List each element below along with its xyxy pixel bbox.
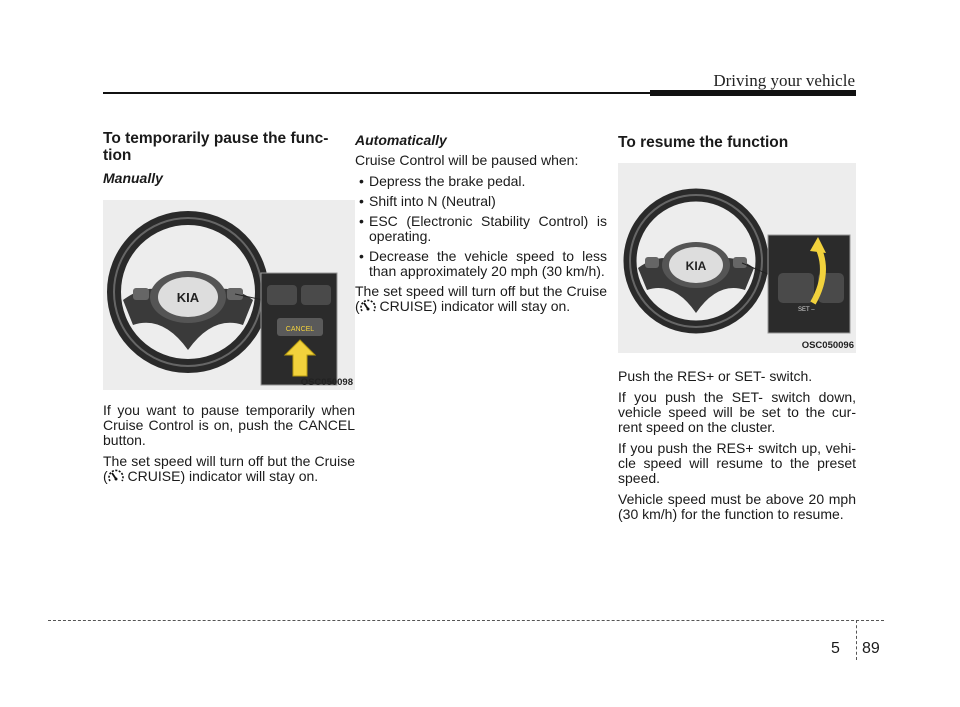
list-item: • Depress the brake pedal. bbox=[355, 174, 607, 189]
steering-wheel-cancel-illustration bbox=[103, 200, 355, 390]
list-item: • ESC (Electronic Stability Control) is operating. bbox=[355, 214, 607, 244]
cruise-speedometer-icon bbox=[108, 469, 124, 488]
pause-conditions-list bbox=[355, 174, 607, 279]
list-item: • Decrease the vehicle speed to less than approximately 20 mph (30 km/h). bbox=[355, 249, 607, 279]
list-item: • Shift into N (Neutral) bbox=[355, 194, 607, 209]
paragraph-intro: Cruise Control will be paused when: bbox=[355, 152, 579, 168]
svg-text:KIA: KIA bbox=[685, 259, 707, 273]
figure-code: OSC050096 bbox=[801, 340, 854, 351]
subheading-automatically: Automatically bbox=[355, 132, 447, 148]
steering-wheel-resume-illustration bbox=[618, 163, 856, 353]
footer-rule bbox=[48, 620, 884, 621]
column-resume bbox=[618, 130, 856, 528]
paragraph: Push the RES+ or SET- switch. bbox=[618, 368, 813, 384]
page-number: 89 bbox=[862, 640, 880, 657]
column-pause-automatic bbox=[355, 130, 607, 324]
cancel-button-label: CANCEL bbox=[285, 326, 315, 333]
section-heading-resume: To resume the function bbox=[618, 134, 789, 151]
set-switch-label: SET – bbox=[798, 307, 815, 313]
paragraph: If you want to pause temporarily when Cruise Control is on, push the CANCEL button. bbox=[103, 402, 355, 448]
svg-text:KIA: KIA bbox=[176, 290, 200, 305]
chapter-title: Driving your vehicle bbox=[713, 71, 855, 90]
cruise-speedometer-icon bbox=[360, 299, 376, 318]
section-heading-pause: To temporarily pause the func-tion bbox=[103, 130, 329, 164]
paragraph: If you push the RES+ switch up, vehi-cle speed will resume to the preset speed. bbox=[618, 440, 856, 486]
figure-code: OSC050098 bbox=[300, 377, 353, 388]
chapter-number: 5 bbox=[831, 640, 840, 657]
paragraph-cruise-indicator: The set speed will turn off but the Cruise ( CRUISE) indicator will stay on. bbox=[103, 454, 355, 488]
paragraph: Vehicle speed must be above 20 mph (30 km/h) for the function to resume. bbox=[618, 491, 856, 522]
subheading-manually: Manually bbox=[103, 170, 163, 186]
paragraph: If you push the SET- switch down, vehicle speed will be set to the cur-rent speed on the cluster. bbox=[618, 389, 856, 435]
figure-steering-resume bbox=[618, 163, 856, 353]
footer-divider bbox=[856, 620, 857, 660]
header-bar bbox=[650, 90, 856, 96]
figure-steering-cancel bbox=[103, 200, 355, 390]
column-pause-manual bbox=[103, 130, 355, 494]
paragraph-cruise-indicator: The set speed will turn off but the Cruise ( CRUISE) indicator will stay on. bbox=[355, 284, 607, 318]
